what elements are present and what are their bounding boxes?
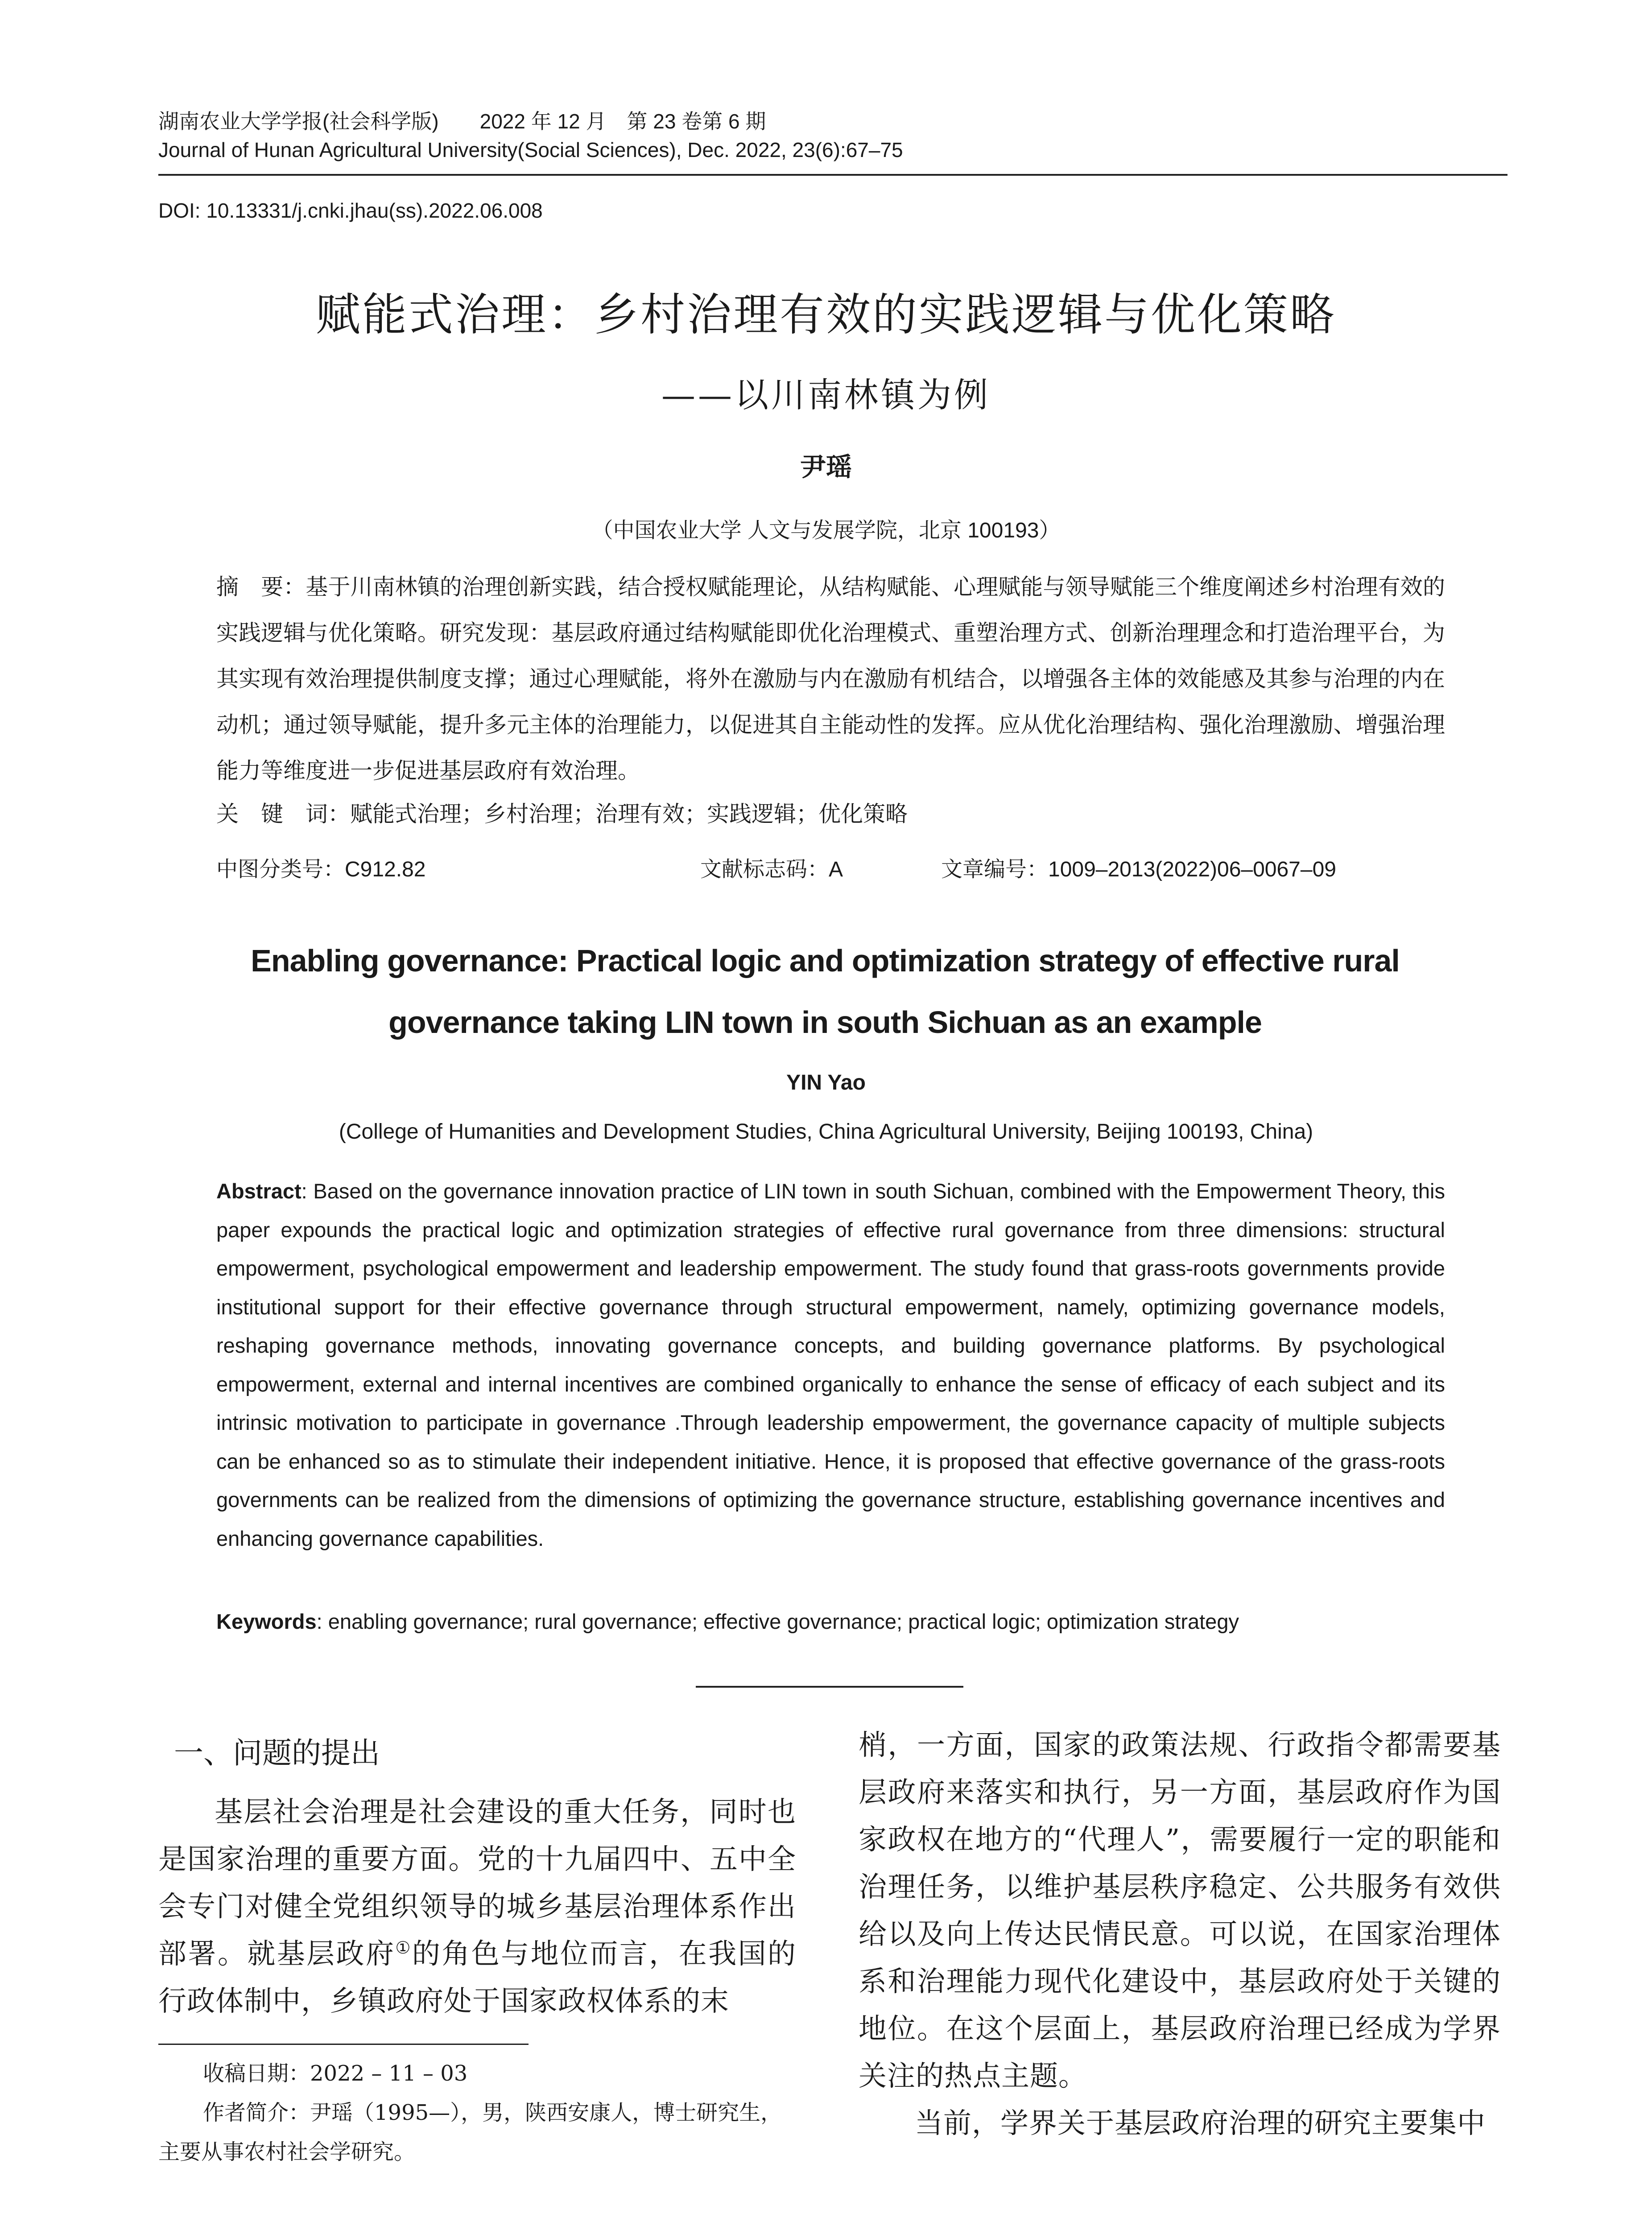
header-rule (158, 174, 1507, 176)
classification-row (216, 852, 1445, 883)
body-paragraph: 梢，一方面，国家的政策法规、行政指令都需要基层政府来落实和执行，另一方面，基层政府作为国家政权在地方的“代理人”，需要履行一定的职能和治理任务，以维护基层秩序稳定、公共服务有效供给以及向上传达民情民意。可以说，在国家治理体系和治理能力现代化建设中，基层政府处于关键的地位。在这个层面上，基层政府治理已经成为学界关注的热点主题。 (859, 1729, 1501, 2092)
chinese-subtitle: ——以川南林镇为例 (661, 375, 991, 415)
chinese-affiliation: （中国农业大学 人文与发展学院，北京 100193） (591, 519, 1061, 542)
chinese-abstract (216, 564, 1445, 794)
english-abstract-label: Abstract (216, 1179, 301, 1203)
body-paragraph (158, 1788, 796, 2025)
chinese-author: 尹瑶 (800, 453, 852, 482)
english-author: YIN Yao (786, 1071, 866, 1094)
author-bio: 作者简介：尹瑶（1995—），男，陕西安康人，博士研究生，主要从事农村社会学研究。 (158, 2100, 782, 2164)
chinese-abstract-text: 基于川南林镇的治理创新实践，结合授权赋能理论，从结构赋能、心理赋能与领导赋能三个维度阐述乡村治理有效的实践逻辑与优化策略。研究发现：基层政府通过结构赋能即优化治理模式、重塑治理方式、创新治理理念和打造治理平台，为其实现有效治理提供制度支撑；通过心理赋能，将外在激励与内在激励有机结合，以增强各主体的效能感及其参与治理的内在动机；通过领导赋能，提升多元主体的治理能力，以促进其自主能动性的发挥。应从优化治理结构、强化治理激励、增强治理能力等维度进一步促进基层政府有效治理。 (216, 574, 1446, 784)
chinese-keywords (216, 796, 1445, 828)
body-column-left (158, 1730, 796, 2025)
clc-number: 中图分类号：C912.82 (216, 858, 426, 881)
footnote-rule (158, 2044, 529, 2045)
section-heading: 一、问题的提出 (174, 1736, 380, 1769)
doi[interactable]: DOI: 10.13331/j.cnki.jhau(ss).2022.06.008 (158, 199, 543, 222)
journal-header-cn: 湖南农业大学学报(社会科学版) 2022 年 12 月 第 23 卷第 6 期 (158, 110, 766, 133)
english-keywords (216, 1609, 1445, 1634)
journal-header-en: Journal of Hunan Agricultural University(Social Sciences), Dec. 2022, 23(6):67–75 (158, 138, 903, 161)
english-title-line-2: governance taking LIN town in south Sichuan as an example (388, 1005, 1262, 1040)
body-paragraph: 当前，学界关于基层政府治理的研究主要集中 (915, 2107, 1486, 2139)
journal-header (158, 107, 1507, 164)
english-title-line-1: Enabling governance: Practical logic and optimization strategy of effective rural (251, 943, 1400, 978)
english-affiliation: (College of Humanities and Development Studies, China Agricultural University, Beijing 100193, China) (339, 1120, 1313, 1144)
footnotes (158, 2054, 796, 2172)
section-separator (696, 1686, 963, 1688)
footnote-marker[interactable]: ① (395, 1938, 412, 1957)
body-column-right (859, 1722, 1501, 2147)
received-date: 收稿日期：2022 – 11 – 03 (203, 2061, 468, 2086)
article-number: 文章编号：1009–2013(2022)06–0067–09 (941, 858, 1336, 881)
chinese-title: 赋能式治理：乡村治理有效的实践逻辑与优化策略 (316, 290, 1336, 340)
paragraph-text: 的角色与地位而言，在我国的行政体制中，乡镇政府处于国家政权体系的末 (158, 1937, 797, 2017)
english-abstract (216, 1172, 1445, 1558)
chinese-keywords-text: 赋能式治理；乡村治理；治理有效；实践逻辑；优化策略 (350, 801, 908, 827)
english-keywords-label: Keywords (216, 1610, 317, 1633)
document-code: 文献标志码：A (700, 858, 843, 881)
english-title (178, 930, 1472, 1053)
chinese-keywords-label: 关 键 词： (216, 801, 350, 826)
paragraph-text: 基层社会治理是社会建设的重大任务，同时也是国家治理的重要方面。党的十九届四中、五中全会专门对健全党组织领导的城乡基层治理体系作出部署。就基层政府 (158, 1796, 796, 1970)
chinese-abstract-label: 摘 要： (216, 574, 306, 599)
english-keywords-text: : enabling governance; rural governance; effective governance; practical logic; optimization strategy (316, 1610, 1239, 1633)
english-abstract-text: : Based on the governance innovation practice of LIN town in south Sichuan, combined with the Empowerment Theory, this paper expounds the practical logic and optimization strategies of effective rural governance from three dimensions: structural empowerment, psychological empowerment and leadership empowerment. The study found that grass-roots governments provide institutional support for their effective governance through structural empowerment, namely, optimizing governance models, reshaping governance methods, innovating governance concepts, and building governance platforms. By psychological empowerment, external and internal incentives are combined organically to enhance the sense of efficacy of each subject and its intrinsic motivation to participate in governance .Through leadership empowerment, the governance capacity of multiple subjects can be enhanced so as to stimulate their independent initiative. Hence, it is proposed that effective governance of the grass-roots governments can be realized from the dimensions of optimizing the governance structure, establishing governance incentives and enhancing governance capabilities. (216, 1179, 1445, 1550)
